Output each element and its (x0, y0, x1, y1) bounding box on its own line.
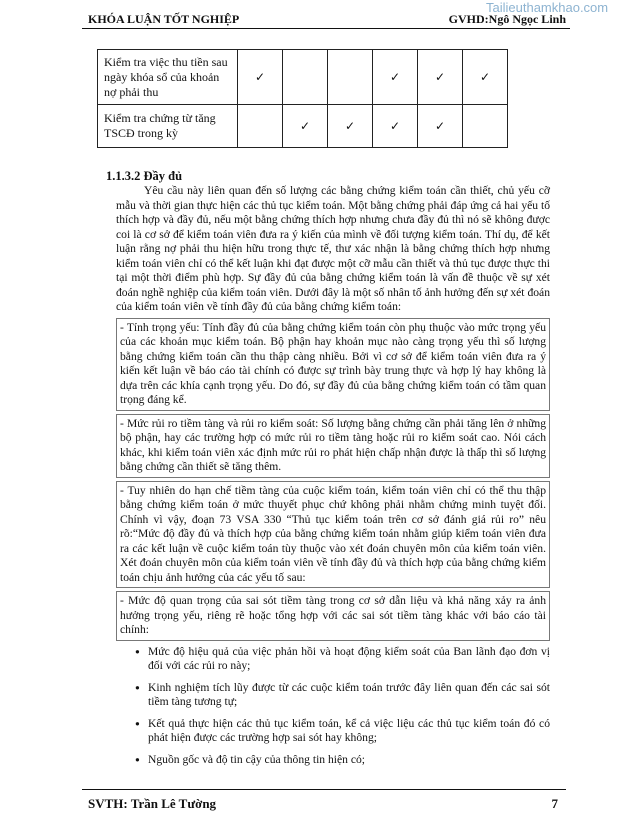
check-cell (238, 105, 283, 148)
check-cell: ✓ (373, 105, 418, 148)
check-cell: ✓ (418, 105, 463, 148)
header-advisor: GVHD:Ngô Ngọc Linh (448, 12, 566, 26)
check-cell: ✓ (328, 105, 373, 148)
row-label: Kiểm tra chứng từ tăng TSCĐ trong kỳ (98, 105, 238, 148)
header-title: KHÓA LUẬN TỐT NGHIỆP (88, 12, 240, 26)
bullet-text: Nguồn gốc và độ tin cậy của thông tin hiện có; (148, 752, 366, 766)
page-footer (82, 789, 566, 816)
list-item (116, 753, 550, 768)
list-item (116, 681, 550, 710)
check-cell: ✓ (373, 50, 418, 105)
bullet-icon: • (134, 752, 141, 767)
watermark: Tailieuthamkhao.com (486, 0, 609, 15)
bullet-icon: • (134, 716, 141, 731)
check-cell (283, 50, 328, 105)
check-cell (328, 50, 373, 105)
bullet-icon: • (134, 644, 141, 659)
page-number: 7 (551, 796, 558, 811)
section-heading: 1.1.3.2 Đầy đủ (106, 169, 183, 183)
paragraph-limitations: - Tuy nhiên do hạn chế tiềm tàng của cuộc kiểm toán, kiểm toán viên chỉ có thể thu thập bằng chứng kiểm toán ở mức thuyết phục chứ không phải nhằm chứng minh tuyệt đối. Chính vì vậy, đoạn 73 VSA 330 “Thủ tục kiểm toán trên cơ sở đánh giá rủi ro” nêu rõ:“Mức độ đầy đủ và thích hợp của bằng chứng kiểm toán nhằm giúp kiểm toán viên đưa ra các kết luận về cuộc kiểm toán tùy thuộc vào xét đoán chuyên môn của kiểm toán viên. Xét đoán chuyên môn của kiểm toán viên về tính đầy đủ và thích hợp của bằng chứng kiểm toán chịu ảnh hưởng của các yếu tố sau: (116, 481, 550, 589)
check-cell: ✓ (283, 105, 328, 148)
paragraph-risk: - Mức rủi ro tiềm tàng và rủi ro kiểm soát: Số lượng bằng chứng cần phải tăng lên ở những bộ phận, hay các trường hợp có mức rủi ro tiềm tàng hoặc rủi ro kiểm soát cao. Nói cách khác, khi kiểm toán viên xác định mức rủi ro phát hiện chấp nhận được là thấp thì số lượng bằng chứng cần thiết sẽ tăng thêm. (116, 414, 550, 478)
paragraph-misstatement: - Mức độ quan trọng của sai sót tiềm tàng trong cơ sở dẫn liệu và khả năng xảy ra ảnh hưởng trọng yếu, riêng rẽ hoặc tổng hợp với các sai sót tiềm tàng khác với báo cáo tài chính: (116, 591, 550, 641)
bullet-text: Kinh nghiệm tích lũy được từ các cuộc kiểm toán trước đây liên quan đến các sai sót tiềm tàng tương tự; (148, 680, 550, 708)
list-item (116, 717, 550, 746)
row-label: Kiểm tra việc thu tiền sau ngày khóa sổ của khoản nợ phải thu (98, 50, 238, 105)
bullet-text: Mức độ hiệu quả của việc phản hồi và hoạt động kiểm soát của Ban lãnh đạo đơn vị đối với các rủi ro này; (148, 644, 550, 672)
body-text (116, 184, 550, 774)
bullet-icon: • (134, 680, 141, 695)
bullet-text: Kết quả thực hiện các thủ tục kiểm toán, kể cả việc liệu các thủ tục kiểm toán đó có phát hiện được các trường hợp sai sót hay không; (148, 716, 550, 744)
check-cell: ✓ (463, 50, 508, 105)
check-cell: ✓ (238, 50, 283, 105)
list-item (116, 645, 550, 674)
table-row (98, 105, 508, 148)
paragraph-intro: Yêu cầu này liên quan đến số lượng các bằng chứng kiểm toán cần thiết, chủ yếu cỡ mẫu và thời gian thực hiện các thủ tục kiểm toán. Một bằng chứng phải đáp ứng cả hai yếu tố thích hợp và đầy đủ, nếu một bằng chứng thích hợp nhưng chưa đầy đủ thì nó sẽ không được coi là cơ sở để kiểm toán viên đưa ra ý kiến của mình về đối tượng kiểm toán. Thí dụ, để kết luận rằng nợ phải thu hiện hữu trong thực tế, thư xác nhận là bằng chứng thích hợp nhưng kiểm toán viên chỉ có thể kết luận khi đạt được một cỡ mẫu cần thiết và thủ tục được thực thi tại một thời điểm phù hợp. Sự đầy đủ của bằng chứng kiểm toán là vấn đề thuộc về sự xét đoán nghề nghiệp của kiểm toán viên. Dưới đây là một số nhân tố ảnh hưởng đến sự xét đoán của kiểm toán viên về tính đầy đủ của bằng chứng kiểm toán: (116, 184, 550, 313)
paragraph-materiality: - Tính trọng yếu: Tính đầy đủ của bằng chứng kiểm toán còn phụ thuộc vào mức trọng yếu của các khoản mục kiểm toán. Bộ phận hay khoản mục nào càng trọng yếu thì số lượng bằng chứng kiểm toán cần thu thập càng nhiều. Bởi vì cơ sở để kiểm toán viên đưa ra ý kiến kết luận về báo cáo tài chính có được sự trình bày trung thực và hợp lý hay không là dựa trên các khía cạnh trọng yếu. Do đó, sự đầy đủ của bằng chứng kiểm toán có tầm quan trọng đáng kể. (116, 318, 550, 411)
table-row (98, 50, 508, 105)
procedure-table (97, 49, 508, 148)
footer-author: SVTH: Trần Lê Tường (88, 796, 217, 811)
check-cell (463, 105, 508, 148)
check-cell: ✓ (418, 50, 463, 105)
